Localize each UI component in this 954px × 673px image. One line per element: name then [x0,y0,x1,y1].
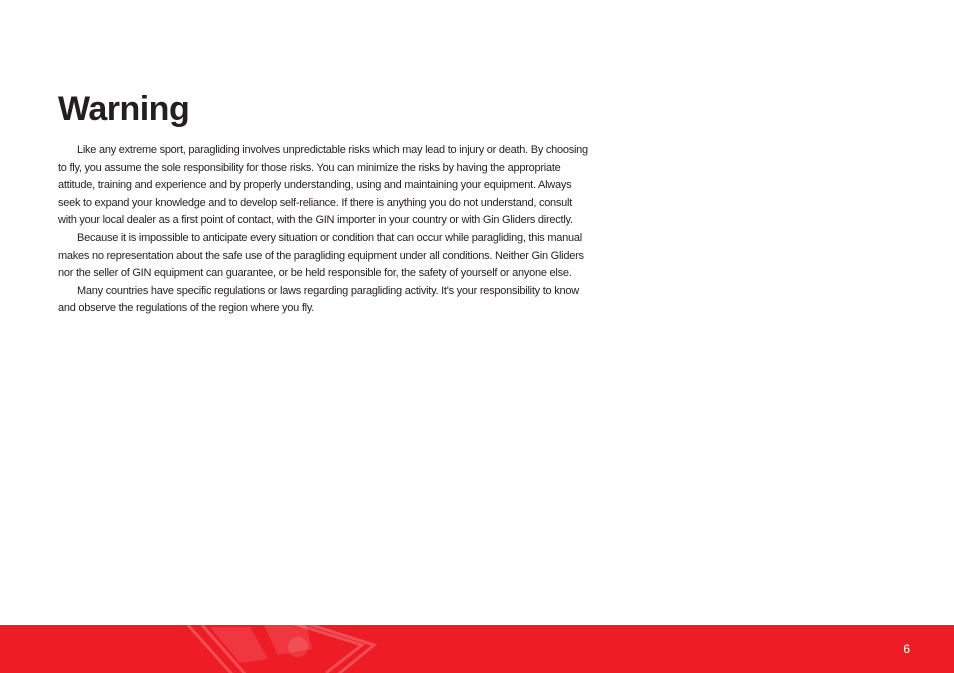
footer-bar [0,625,954,673]
paragraph-liability: Because it is impossible to anticipate every situation or condition that can occur while paragliding, this manual makes no representation about the safe use of the paragliding equipment under all conditions. Neither Gin Gliders nor the seller of GIN equipment can guarantee, or be held responsible for, the safety of yourself or anyone else. [58,231,584,280]
page-number: 6 [903,642,910,656]
paragraph-risks: Like any extreme sport, paragliding involves unpredictable risks which may lead to injury or death. By choosing to fly, you assume the sole responsibility for those risks. You can minimize the risks by having the appropriate attitude, training and experience and by properly understanding, using and maintaining your equipment. Always seek to expand your knowledge and to develop self-reliance. If there is anything you do not understand, consult with your local dealer as a first point of contact, with the GIN importer in your country or with Gin Gliders directly. [58,144,588,227]
paragraph-regulations: Many countries have specific regulations or laws regarding paragliding activity. It's your responsibility to know and observe the regulations of the region where you fly. [58,284,579,315]
gin-logo-watermark-icon [180,625,380,673]
page-title: Warning [58,90,190,128]
warning-section [58,88,588,318]
